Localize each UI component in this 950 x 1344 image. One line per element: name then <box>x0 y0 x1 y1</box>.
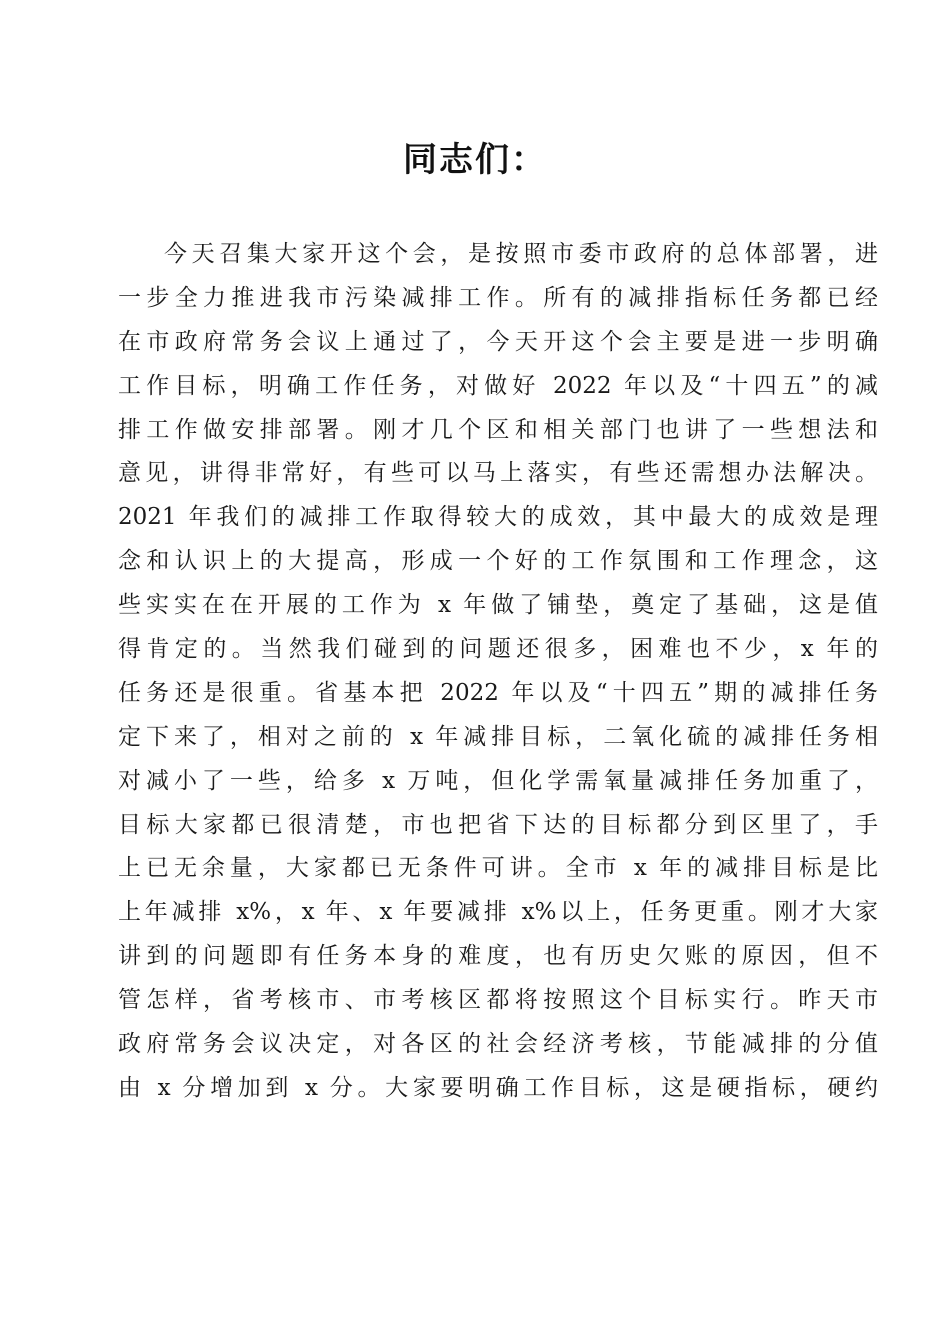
document-title: 同志们： <box>403 140 547 180</box>
body-line: 2021 年我们的减排工作取得较大的成效，其中最大的成效是理 <box>118 504 878 531</box>
body-line: 在市政府常务会议上通过了，今天开这个会主要是进一步明确 <box>118 328 878 355</box>
body-line: 定下来了，相对之前的 x 年减排目标，二氧化硫的减排任务相 <box>118 723 878 750</box>
document-body <box>118 233 878 1111</box>
body-line: 排工作做安排部署。刚才几个区和相关部门也讲了一些想法和 <box>118 416 878 443</box>
body-line: 对减小了一些，给多 x 万吨，但化学需氧量减排任务加重了， <box>118 767 878 794</box>
body-line: 讲到的问题即有任务本身的难度，也有历史欠账的原因，但不 <box>118 943 878 970</box>
body-line: 些实实在在开展的工作为 x 年做了铺垫，奠定了基础，这是值 <box>118 592 878 619</box>
body-line: 得肯定的。当然我们碰到的问题还很多，困难也不少，x 年的 <box>118 636 878 663</box>
body-line: 一步全力推进我市污染减排工作。所有的减排指标任务都已经 <box>118 284 878 311</box>
body-line: 由 x 分增加到 x 分。大家要明确工作目标，这是硬指标，硬约 <box>118 1074 878 1101</box>
body-line: 管怎样，省考核市、市考核区都将按照这个目标实行。昨天市 <box>118 987 878 1014</box>
body-line: 政府常务会议决定，对各区的社会经济考核，节能减排的分值 <box>118 1031 878 1058</box>
body-line: 念和认识上的大提高，形成一个好的工作氛围和工作理念，这 <box>118 548 878 575</box>
body-line: 工作目标，明确工作任务，对做好 2022 年以及“十四五”的减 <box>118 372 878 399</box>
body-line: 上年减排 x%，x 年、x 年要减排 x%以上，任务更重。刚才大家 <box>118 899 878 926</box>
body-line: 任务还是很重。省基本把 2022 年以及“十四五”期的减排任务 <box>118 679 878 706</box>
body-line: 目标大家都已很清楚，市也把省下达的目标都分到区里了，手 <box>118 811 878 838</box>
body-line: 今天召集大家开这个会，是按照市委市政府的总体部署，进 <box>164 241 878 267</box>
body-line: 上已无余量，大家都已无条件可讲。全市 x 年的减排目标是比 <box>118 855 878 882</box>
body-line: 意见，讲得非常好，有些可以马上落实，有些还需想办法解决。 <box>118 460 878 487</box>
